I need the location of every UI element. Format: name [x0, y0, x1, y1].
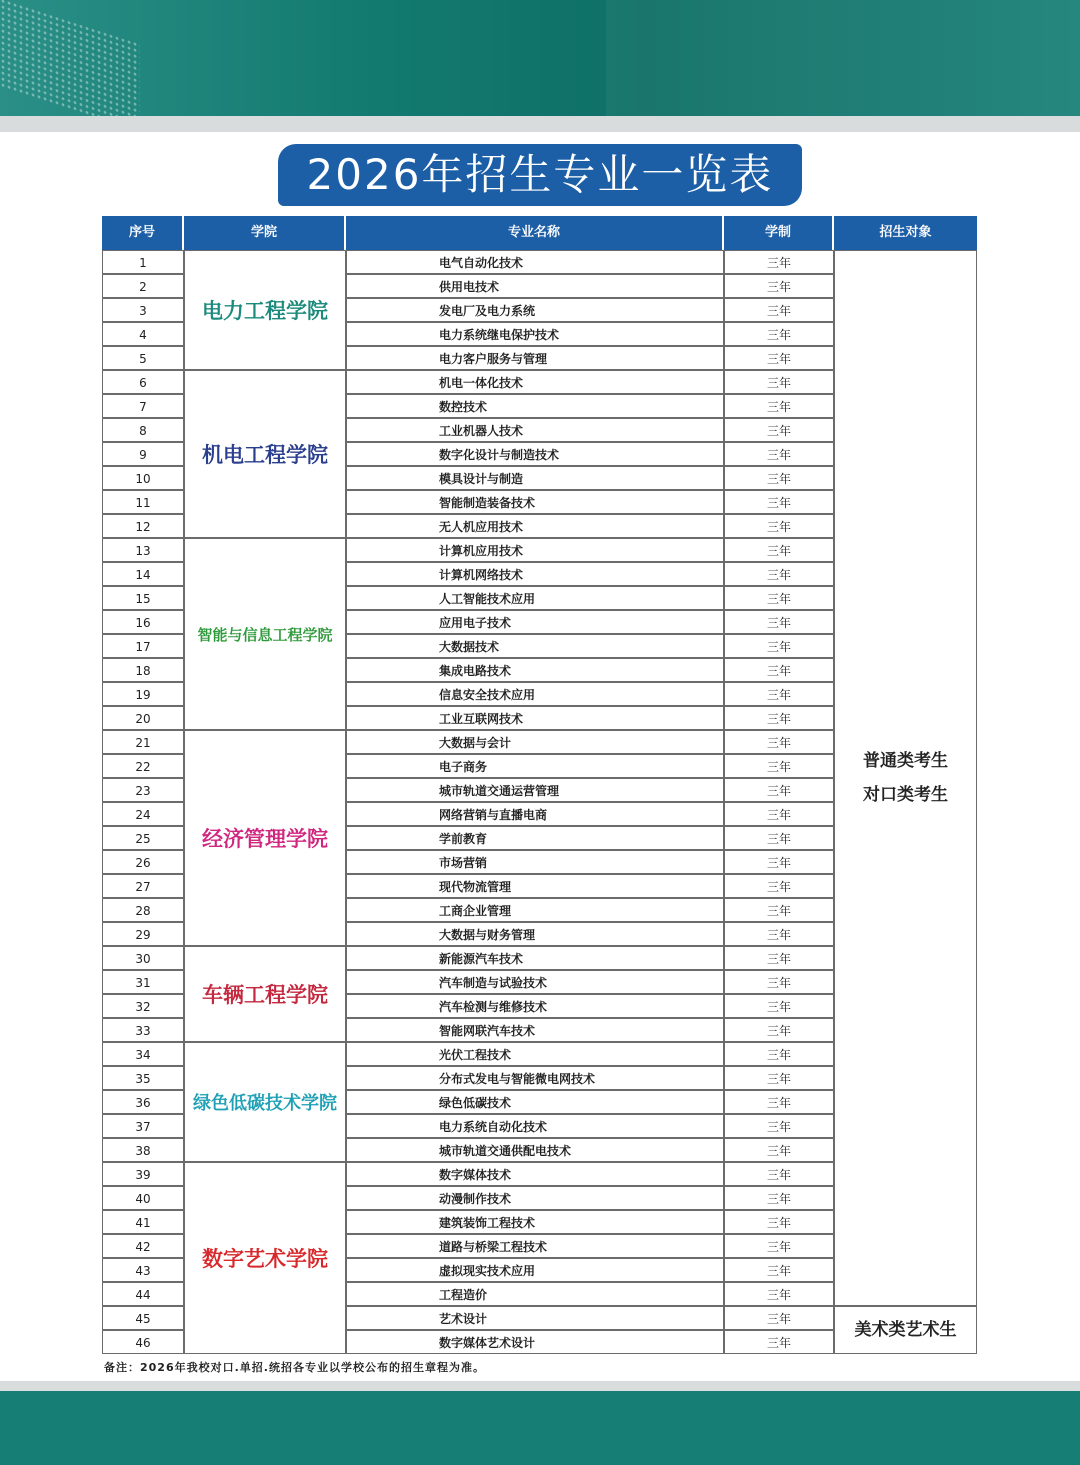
target-line: 对口类考生	[863, 785, 948, 805]
major-name: 智能网联汽车技术	[346, 1018, 724, 1042]
duration-cell: 三年	[724, 634, 834, 658]
major-name: 大数据与财务管理	[346, 922, 724, 946]
bottom-divider-strip	[0, 1381, 1080, 1391]
enrollment-target	[834, 250, 977, 1306]
row-index: 33	[102, 1018, 184, 1042]
major-name: 分布式发电与智能微电网技术	[346, 1066, 724, 1090]
duration-cell: 三年	[724, 1258, 834, 1282]
row-index: 32	[102, 994, 184, 1018]
college-name: 绿色低碳技术学院	[184, 1042, 346, 1162]
row-index: 42	[102, 1234, 184, 1258]
enrollment-target	[834, 1306, 977, 1354]
major-name: 应用电子技术	[346, 610, 724, 634]
row-index: 36	[102, 1090, 184, 1114]
duration-cell: 三年	[724, 538, 834, 562]
major-name: 工程造价	[346, 1282, 724, 1306]
major-name: 人工智能技术应用	[346, 586, 724, 610]
duration-cell: 三年	[724, 1210, 834, 1234]
row-index: 41	[102, 1210, 184, 1234]
major-name: 新能源汽车技术	[346, 946, 724, 970]
duration-cell: 三年	[724, 298, 834, 322]
row-index: 21	[102, 730, 184, 754]
major-name: 智能制造装备技术	[346, 490, 724, 514]
college-name: 智能与信息工程学院	[184, 538, 346, 730]
row-index: 29	[102, 922, 184, 946]
major-name: 电气自动化技术	[346, 250, 724, 274]
duration-cell: 三年	[724, 754, 834, 778]
duration-cell: 三年	[724, 466, 834, 490]
header-duration: 学制	[724, 216, 834, 250]
row-index: 31	[102, 970, 184, 994]
duration-cell: 三年	[724, 826, 834, 850]
major-name: 光伏工程技术	[346, 1042, 724, 1066]
row-index: 15	[102, 586, 184, 610]
major-name: 工业机器人技术	[346, 418, 724, 442]
major-name: 计算机网络技术	[346, 562, 724, 586]
row-index: 4	[102, 322, 184, 346]
major-name: 工商企业管理	[346, 898, 724, 922]
major-name: 机电一体化技术	[346, 370, 724, 394]
row-index: 22	[102, 754, 184, 778]
major-name: 计算机应用技术	[346, 538, 724, 562]
row-index: 6	[102, 370, 184, 394]
footnote: 备注：2026年我校对口.单招.统招各专业以学校公布的招生章程为准。	[104, 1361, 485, 1374]
target-line: 普通类考生	[863, 751, 948, 771]
major-name: 虚拟现实技术应用	[346, 1258, 724, 1282]
major-name: 数字媒体技术	[346, 1162, 724, 1186]
duration-cell: 三年	[724, 1162, 834, 1186]
major-name: 大数据与会计	[346, 730, 724, 754]
duration-cell: 三年	[724, 586, 834, 610]
duration-cell: 三年	[724, 778, 834, 802]
row-index: 16	[102, 610, 184, 634]
duration-cell: 三年	[724, 850, 834, 874]
duration-cell: 三年	[724, 442, 834, 466]
header-panel-decoration	[606, 0, 1080, 116]
duration-cell: 三年	[724, 1090, 834, 1114]
major-name: 电力系统自动化技术	[346, 1114, 724, 1138]
row-index: 45	[102, 1306, 184, 1330]
row-index: 7	[102, 394, 184, 418]
page-title: 2026年招生专业一览表	[278, 144, 802, 206]
duration-cell: 三年	[724, 802, 834, 826]
header-college: 学院	[184, 216, 346, 250]
major-name: 道路与桥梁工程技术	[346, 1234, 724, 1258]
duration-cell: 三年	[724, 394, 834, 418]
duration-cell: 三年	[724, 1042, 834, 1066]
row-index: 28	[102, 898, 184, 922]
duration-cell: 三年	[724, 322, 834, 346]
major-name: 电力系统继电保护技术	[346, 322, 724, 346]
major-name: 大数据技术	[346, 634, 724, 658]
duration-cell: 三年	[724, 1186, 834, 1210]
row-index: 39	[102, 1162, 184, 1186]
row-index: 20	[102, 706, 184, 730]
row-index: 37	[102, 1114, 184, 1138]
duration-cell: 三年	[724, 1018, 834, 1042]
row-index: 3	[102, 298, 184, 322]
major-name: 无人机应用技术	[346, 514, 724, 538]
row-index: 18	[102, 658, 184, 682]
top-divider-strip	[0, 116, 1080, 132]
major-name: 艺术设计	[346, 1306, 724, 1330]
major-name: 模具设计与制造	[346, 466, 724, 490]
duration-cell: 三年	[724, 658, 834, 682]
header-major: 专业名称	[346, 216, 724, 250]
duration-cell: 三年	[724, 1066, 834, 1090]
major-name: 集成电路技术	[346, 658, 724, 682]
row-index: 40	[102, 1186, 184, 1210]
college-name: 经济管理学院	[184, 730, 346, 946]
row-index: 14	[102, 562, 184, 586]
duration-cell: 三年	[724, 970, 834, 994]
duration-cell: 三年	[724, 994, 834, 1018]
header-target: 招生对象	[879, 225, 932, 240]
top-decorative-band	[0, 0, 1080, 116]
college-name: 电力工程学院	[184, 250, 346, 370]
major-name: 电子商务	[346, 754, 724, 778]
row-index: 19	[102, 682, 184, 706]
row-index: 43	[102, 1258, 184, 1282]
row-index: 30	[102, 946, 184, 970]
row-index: 24	[102, 802, 184, 826]
row-index: 11	[102, 490, 184, 514]
duration-cell: 三年	[724, 1138, 834, 1162]
major-name: 建筑装饰工程技术	[346, 1210, 724, 1234]
major-name: 电力客户服务与管理	[346, 346, 724, 370]
college-name: 机电工程学院	[184, 370, 346, 538]
duration-cell: 三年	[724, 730, 834, 754]
row-index: 8	[102, 418, 184, 442]
duration-cell: 三年	[724, 274, 834, 298]
major-name: 发电厂及电力系统	[346, 298, 724, 322]
duration-cell: 三年	[724, 1306, 834, 1330]
target-line: 美术类艺术生	[854, 1320, 957, 1340]
duration-cell: 三年	[724, 682, 834, 706]
major-name: 工业互联网技术	[346, 706, 724, 730]
major-name: 数字媒体艺术设计	[346, 1330, 724, 1354]
major-name: 城市轨道交通供配电技术	[346, 1138, 724, 1162]
major-name: 现代物流管理	[346, 874, 724, 898]
duration-cell: 三年	[724, 250, 834, 274]
duration-cell: 三年	[724, 562, 834, 586]
major-name: 供用电技术	[346, 274, 724, 298]
row-index: 26	[102, 850, 184, 874]
major-name: 数字化设计与制造技术	[346, 442, 724, 466]
major-name: 学前教育	[346, 826, 724, 850]
header-index: 序号	[102, 216, 184, 250]
duration-cell: 三年	[724, 370, 834, 394]
duration-cell: 三年	[724, 610, 834, 634]
major-name: 数控技术	[346, 394, 724, 418]
major-name: 网络营销与直播电商	[346, 802, 724, 826]
row-index: 25	[102, 826, 184, 850]
duration-cell: 三年	[724, 874, 834, 898]
duration-cell: 三年	[724, 1114, 834, 1138]
bottom-decorative-band	[0, 1391, 1080, 1465]
college-name: 数字艺术学院	[184, 1162, 346, 1354]
duration-cell: 三年	[724, 1234, 834, 1258]
duration-cell: 三年	[724, 490, 834, 514]
row-index: 9	[102, 442, 184, 466]
row-index: 10	[102, 466, 184, 490]
major-name: 市场营销	[346, 850, 724, 874]
row-index: 23	[102, 778, 184, 802]
duration-cell: 三年	[724, 514, 834, 538]
duration-cell: 三年	[724, 1330, 834, 1354]
row-index: 38	[102, 1138, 184, 1162]
row-index: 17	[102, 634, 184, 658]
row-index: 27	[102, 874, 184, 898]
row-index: 44	[102, 1282, 184, 1306]
major-name: 信息安全技术应用	[346, 682, 724, 706]
row-index: 5	[102, 346, 184, 370]
duration-cell: 三年	[724, 706, 834, 730]
table-body	[102, 250, 977, 1354]
duration-cell: 三年	[724, 946, 834, 970]
duration-cell: 三年	[724, 898, 834, 922]
row-index: 12	[102, 514, 184, 538]
row-index: 35	[102, 1066, 184, 1090]
row-index: 13	[102, 538, 184, 562]
duration-cell: 三年	[724, 922, 834, 946]
row-index: 34	[102, 1042, 184, 1066]
major-name: 动漫制作技术	[346, 1186, 724, 1210]
row-index: 1	[102, 250, 184, 274]
dot-pattern-decoration	[0, 0, 140, 116]
major-name: 城市轨道交通运营管理	[346, 778, 724, 802]
college-name: 车辆工程学院	[184, 946, 346, 1042]
major-name: 绿色低碳技术	[346, 1090, 724, 1114]
major-name: 汽车检测与维修技术	[346, 994, 724, 1018]
row-index: 46	[102, 1330, 184, 1354]
duration-cell: 三年	[724, 418, 834, 442]
major-name: 汽车制造与试验技术	[346, 970, 724, 994]
duration-cell: 三年	[724, 1282, 834, 1306]
row-index: 2	[102, 274, 184, 298]
duration-cell: 三年	[724, 346, 834, 370]
table-header	[102, 216, 977, 250]
